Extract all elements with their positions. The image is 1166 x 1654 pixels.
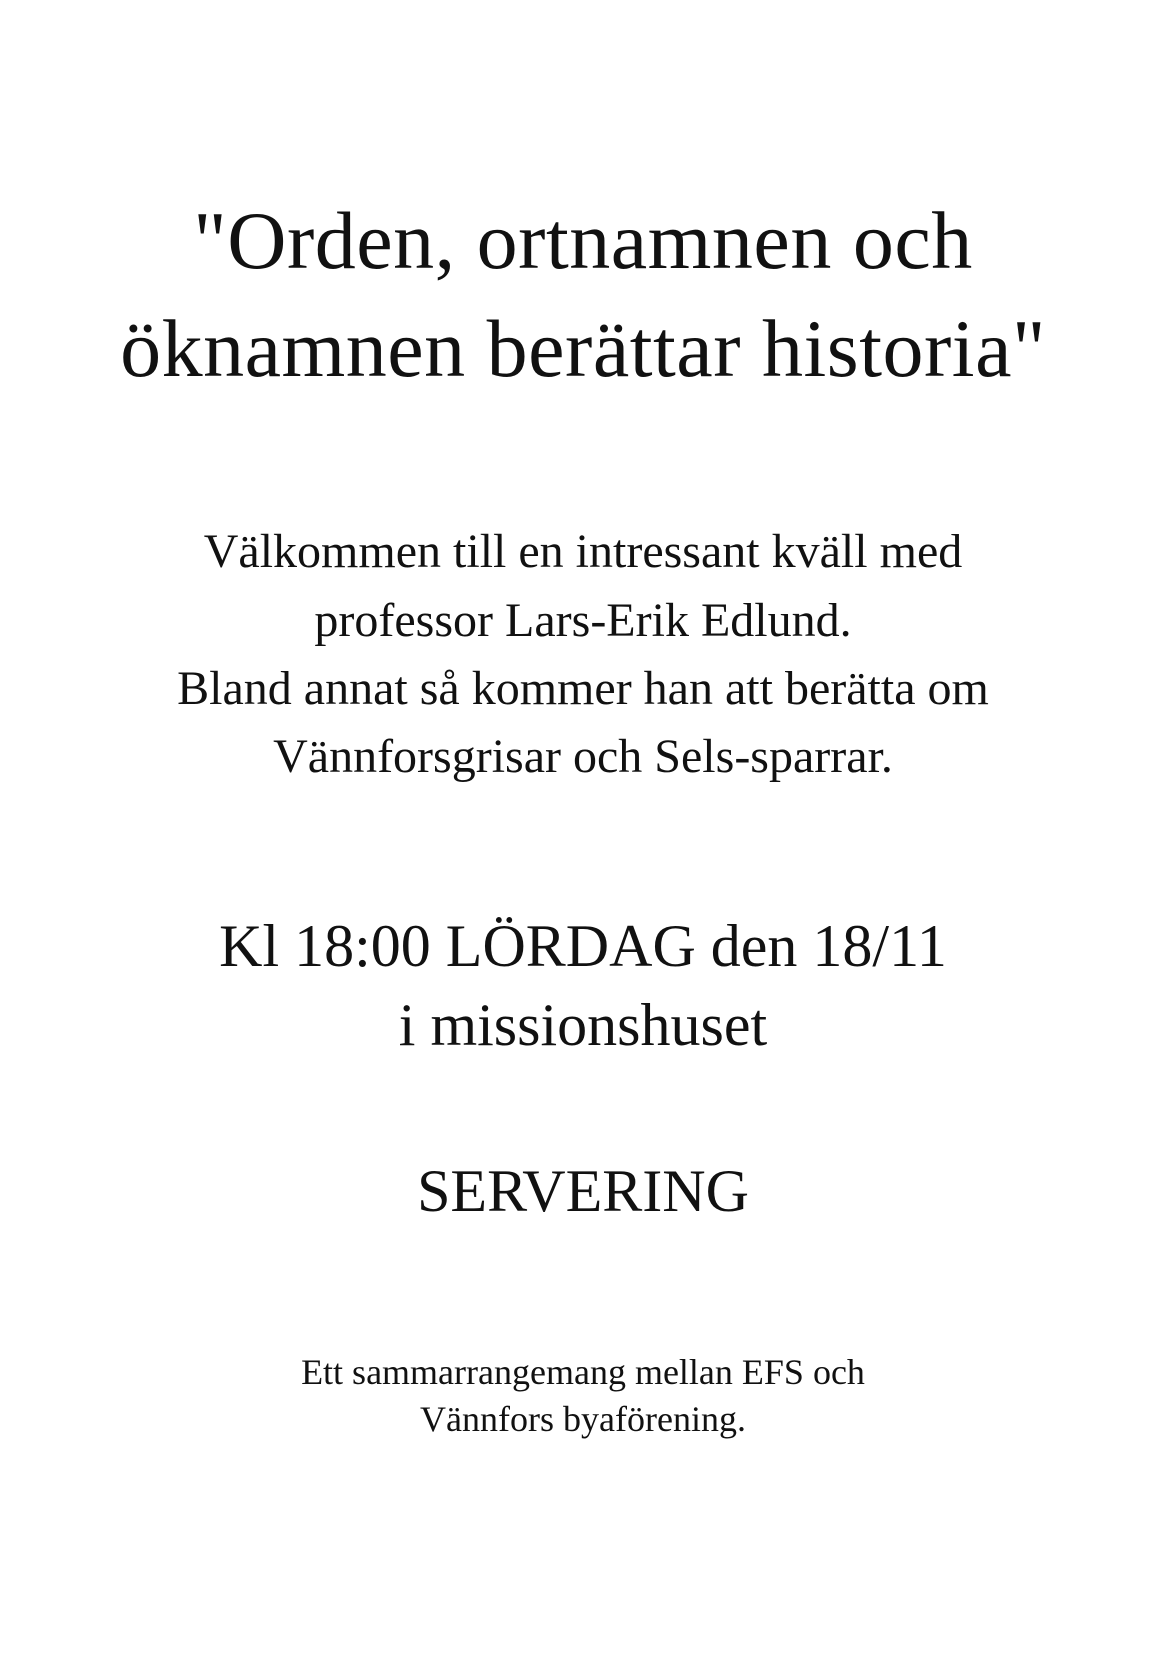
intro-line-1: Välkommen till en intressant kväll med — [203, 525, 963, 578]
poster-title-line-1: "Orden, ortnamnen och — [193, 195, 973, 286]
poster-title-line-2: öknamnen berättar historia" — [120, 303, 1046, 394]
organizer-line-1: Ett sammarrangemang mellan EFS och — [301, 1352, 865, 1392]
organizer-line-2: Vännfors byaförening. — [420, 1399, 746, 1439]
event-location: i missionshuset — [398, 992, 768, 1058]
event-time: Kl 18:00 LÖRDAG den 18/11 — [219, 913, 947, 979]
serving-notice: SERVERING — [417, 1158, 749, 1224]
intro-line-3: Bland annat så kommer han att berätta om — [177, 662, 989, 715]
intro-line-2: professor Lars-Erik Edlund. — [314, 594, 852, 647]
intro-line-4: Vännforsgrisar och Sels-sparrar. — [273, 730, 893, 783]
